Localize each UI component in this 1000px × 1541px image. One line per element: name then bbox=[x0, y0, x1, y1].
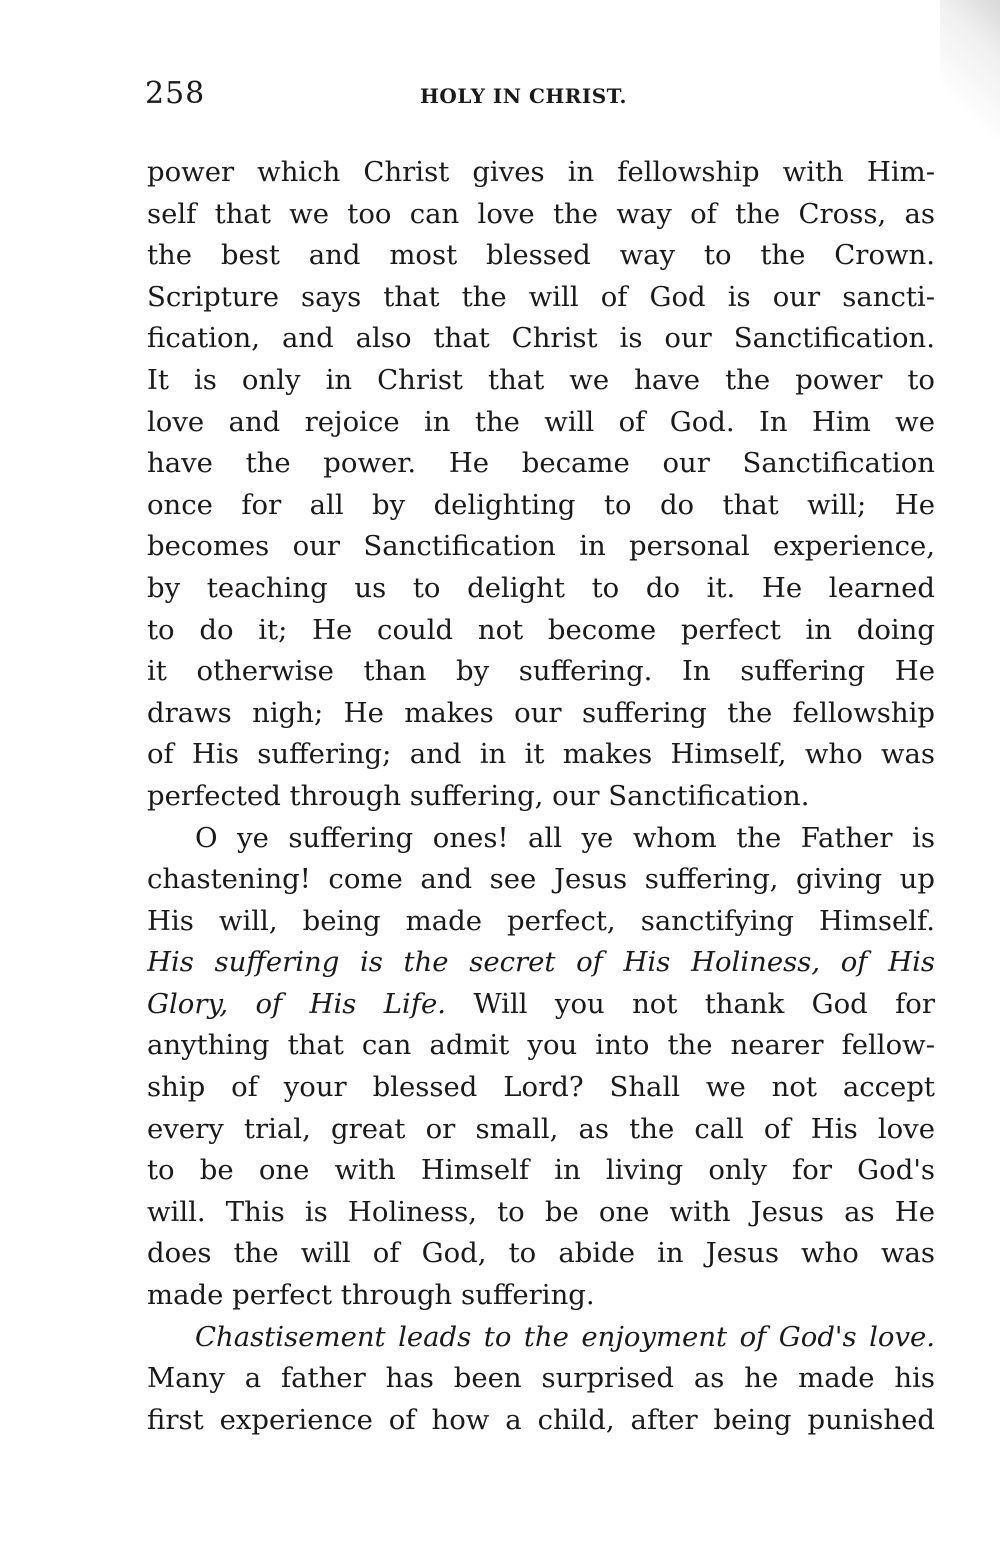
text-line: does the will of God, to abide in Jesus who was bbox=[147, 1237, 935, 1270]
text-line: every trial, great or small, as the call of His love bbox=[147, 1112, 935, 1145]
text-line: O ye suffering ones! all ye whom the Father is bbox=[195, 821, 935, 854]
text-line: the best and most blessed way to the Crown. bbox=[147, 239, 935, 272]
text-line: draws nigh; He makes our suffering the fellowship bbox=[147, 696, 935, 729]
text-line: it otherwise than by suffering. In suffering He bbox=[147, 655, 935, 688]
text-line-rest: Will you not thank God for bbox=[473, 987, 935, 1020]
text-line: ship of your blessed Lord? Shall we not accept bbox=[147, 1071, 935, 1104]
text-line: It is only in Christ that we have the power to bbox=[147, 363, 935, 396]
text-line: becomes our Sanctification in personal experience, bbox=[147, 530, 935, 563]
text-line: first experience of how a child, after being punished bbox=[147, 1403, 935, 1436]
page-header bbox=[145, 76, 935, 112]
text-line: will. This is Holiness, to be one with Jesus as He bbox=[147, 1195, 935, 1228]
text-line: Many a father has been surprised as he made his bbox=[147, 1362, 935, 1395]
text-line: love and rejoice in the will of God. In Him we bbox=[147, 405, 935, 438]
italic-text-line: His suffering is the secret of His Holiness, of His bbox=[147, 946, 935, 979]
text-line: Scripture says that the will of God is our sancti- bbox=[147, 280, 935, 313]
italic-text-line: Chastisement leads to the enjoyment of God's love. bbox=[195, 1320, 935, 1353]
text-line: of His suffering; and in it makes Himself, who was bbox=[147, 738, 935, 771]
text-line: power which Christ gives in fellowship with Him- bbox=[147, 156, 935, 188]
page-edge-shadow bbox=[940, 0, 1000, 140]
text-line: by teaching us to delight to do it. He learned bbox=[147, 571, 935, 604]
text-line: to be one with Himself in living only for God's bbox=[147, 1154, 935, 1187]
running-head: HOLY IN CHRIST. bbox=[420, 84, 627, 108]
text-line: made perfect through suffering. bbox=[147, 1279, 595, 1312]
text-line: have the power. He became our Sanctification bbox=[147, 447, 935, 480]
text-line: perfected through suffering, our Sanctification. bbox=[147, 779, 810, 812]
text-line: His will, being made perfect, sanctifying Himself. bbox=[147, 904, 935, 937]
text-line: once for all by delighting to do that will; He bbox=[147, 488, 935, 521]
text-line bbox=[147, 984, 935, 1026]
text-line: self that we too can love the way of the Cross, as bbox=[147, 197, 935, 230]
page-number: 258 bbox=[145, 76, 206, 111]
text-line: to do it; He could not become perfect in doing bbox=[147, 613, 935, 646]
text-line: anything that can admit you into the nearer fellow- bbox=[147, 1029, 935, 1062]
italic-phrase: Glory, of His Life. bbox=[147, 987, 447, 1020]
text-line: fication, and also that Christ is our Sanctification. bbox=[147, 322, 935, 355]
text-line: chastening! come and see Jesus suffering, giving up bbox=[147, 863, 935, 896]
body-text bbox=[147, 152, 935, 1441]
